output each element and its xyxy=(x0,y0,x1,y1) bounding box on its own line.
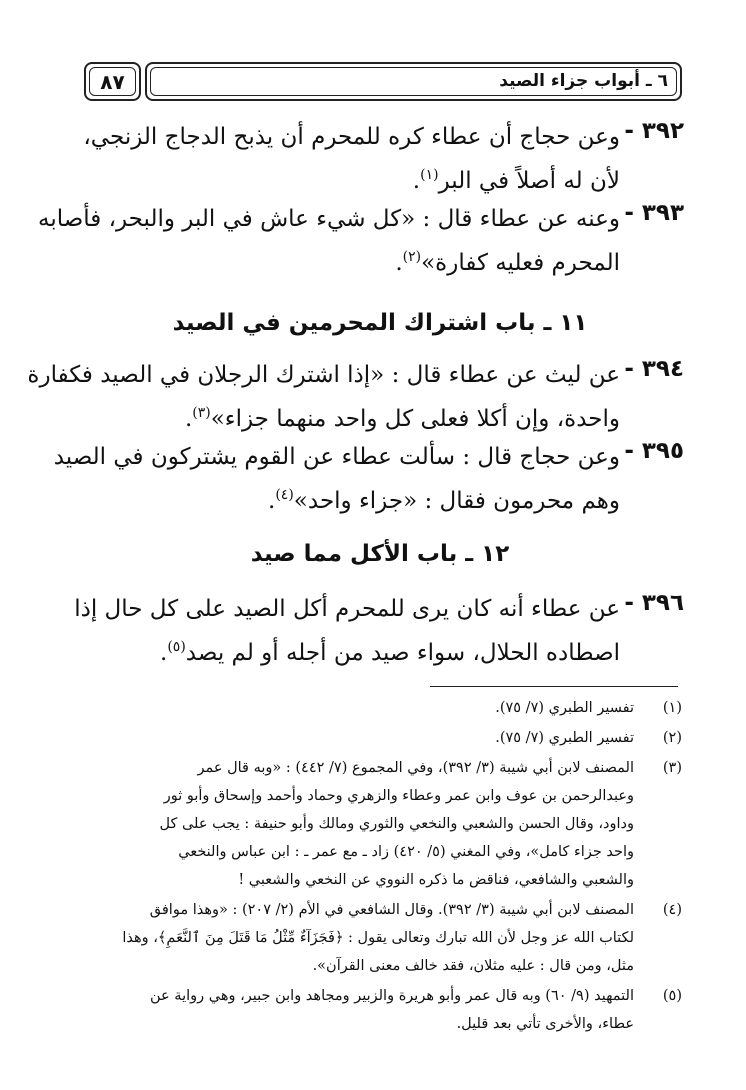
text-segment: . xyxy=(184,406,193,432)
footnote-ref: (٥) xyxy=(167,639,186,655)
footnote-number: (٢) xyxy=(662,730,682,746)
text-line xyxy=(76,394,620,438)
text-line: وداود، وقال الحسن والشعبي والنخعي والثوري ومالك وأبو حنيفة : يجب على كل xyxy=(159,816,634,832)
text-line xyxy=(76,156,620,200)
footnote-2 xyxy=(78,724,682,752)
footnote-3 xyxy=(78,754,682,894)
footnote-text xyxy=(78,694,634,722)
narration-number: ٣٩٢ - xyxy=(624,118,684,144)
footnote-4 xyxy=(78,896,682,980)
narration-number: ٣٩٦ - xyxy=(624,590,684,616)
narration-number: ٣٩٥ - xyxy=(624,438,684,464)
text-line: واحد جزاء كامل»، وفي المغني (٥/ ٤٢٠) زاد ـ مع عمر ـ : ابن عباس والنخعي xyxy=(178,844,634,860)
narration-text xyxy=(76,590,620,672)
section-heading: ١٢ ـ باب الأكل مما صيد xyxy=(250,541,510,567)
text-line: مثل، ومن قال : عليه مثلان، فقد خالف معنى القرآن». xyxy=(312,958,634,974)
text-segment: اصطاده الحلال، سواء صيد من أجله أو لم يصد xyxy=(185,640,620,666)
text-segment: المحرم فعليه كفارة» xyxy=(421,250,620,276)
footnote-text xyxy=(78,896,634,980)
narration-text xyxy=(27,356,620,438)
footnote-number: (٥) xyxy=(662,988,682,1004)
text-line: التمهيد (٩/ ٦٠) وبه قال عمر وأبو هريرة والزبير ومجاهد وابن جبير، وهي رواية عن xyxy=(150,988,634,1004)
footnote-ref: (٤) xyxy=(275,487,294,503)
text-line: عطاء، والأخرى تأتي بعد قليل. xyxy=(456,1016,634,1032)
footnote-text xyxy=(78,754,634,894)
narration-396 xyxy=(76,590,684,672)
page-number-box xyxy=(84,62,141,101)
footnote-number: (٤) xyxy=(662,902,682,918)
narration-395 xyxy=(53,438,684,520)
text-line: وعن حجاج قال : سألت عطاء عن القوم يشتركون في الصيد xyxy=(53,444,620,470)
text-line: عن ليث عن عطاء قال : «إذا اشترك الرجلان في الصيد فكفارة xyxy=(27,362,620,388)
text-line xyxy=(76,628,620,672)
text-line: تفسير الطبري (٧/ ٧٥). xyxy=(495,730,634,746)
text-segment: وهم محرمون فقال : «جزاء واحد» xyxy=(293,488,620,514)
footnote-text xyxy=(78,982,634,1038)
text-segment: واحدة، وإن أكلا فعلى كل واحد منهما جزاء» xyxy=(210,406,620,432)
text-line: تفسير الطبري (٧/ ٧٥). xyxy=(495,700,634,716)
footnote-1 xyxy=(78,694,682,722)
footnote-ref: (٣) xyxy=(192,405,211,421)
narration-number: ٣٩٣ - xyxy=(624,200,684,226)
text-line: لكتاب الله عز وجل لأن الله تبارك وتعالى يقول : ﴿فَجَزَآءٌ مِّثْلُ مَا قَتَلَ مِنَ ٱلنَّعَمِ﴾، وهذا xyxy=(122,930,634,946)
footnote-ref: (٢) xyxy=(402,249,422,265)
chapter-title: ٦ ـ أبواب جزاء الصيد xyxy=(499,71,668,91)
narration-392 xyxy=(76,118,684,200)
footnote-ref: (١) xyxy=(420,167,439,183)
text-segment: . xyxy=(268,488,276,514)
text-segment: . xyxy=(412,168,421,194)
text-line: المصنف لابن أبي شيبة (٣/ ٣٩٢)، وفي المجموع (٧/ ٤٤٢) : «وبه قال عمر xyxy=(197,760,634,776)
text-line: عن عطاء أنه كان يرى للمحرم أكل الصيد على كل حال إذا xyxy=(74,596,620,622)
text-segment: . xyxy=(395,250,403,276)
footnote-number: (١) xyxy=(662,700,682,716)
footnote-number: (٣) xyxy=(662,760,682,776)
footnote-5 xyxy=(78,982,682,1038)
text-line xyxy=(76,238,620,282)
narration-393 xyxy=(37,200,684,282)
text-segment: لأن له أصلاً في البر xyxy=(438,168,620,194)
section-heading: ١١ ـ باب اشتراك المحرمين في الصيد xyxy=(172,310,588,336)
text-line: وعنه عن عطاء قال : «كل شيء عاش في البر والبحر، فأصابه xyxy=(37,206,620,232)
narration-text xyxy=(37,200,620,282)
text-line: وعن حجاج أن عطاء كره للمحرم أن يذبح الدجاج الزنجي، xyxy=(83,124,620,150)
text-line: والشعبي والشافعي، فناقض ما ذكره النووي عن النخعي والشعبي ! xyxy=(238,872,634,888)
page-number: ٨٧ xyxy=(100,70,125,94)
narration-number: ٣٩٤ - xyxy=(624,356,684,382)
text-line xyxy=(76,476,620,520)
footnote-divider xyxy=(430,686,678,687)
text-line: المصنف لابن أبي شيبة (٣/ ٣٩٢). وقال الشافعي في الأم (٢/ ٢٠٧) : «وهذا موافق xyxy=(149,902,634,918)
text-line: وعبدالرحمن بن عوف وابن عمر وعطاء والزهري وحماد وأحمد وإسحاق وأبو ثور xyxy=(163,788,634,804)
footnote-text xyxy=(78,724,634,752)
text-segment: . xyxy=(160,640,168,666)
narration-394 xyxy=(27,356,684,438)
narration-text xyxy=(53,438,620,520)
narration-text xyxy=(76,118,620,200)
running-header xyxy=(145,62,682,101)
